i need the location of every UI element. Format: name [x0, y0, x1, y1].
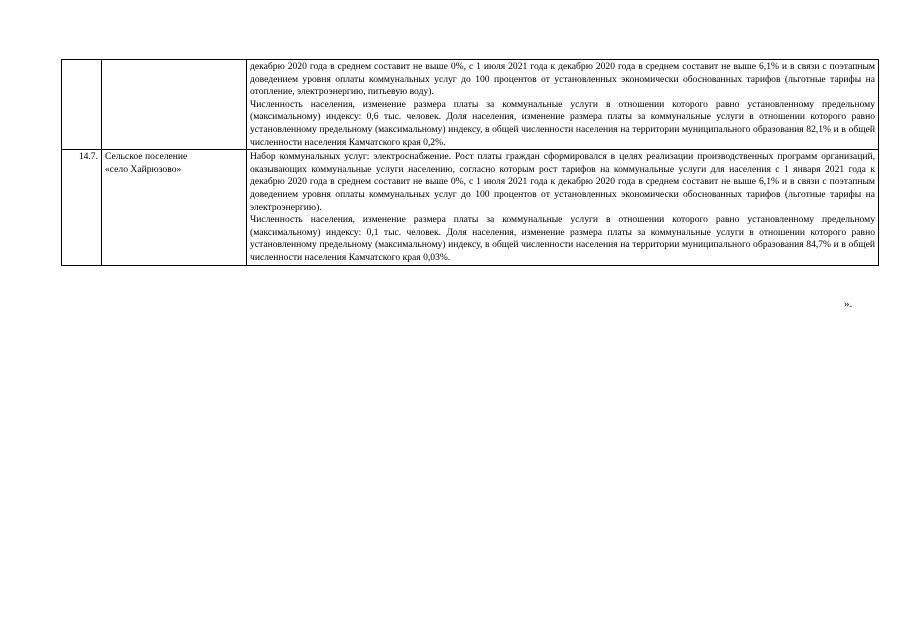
- municipality-name: [102, 60, 247, 150]
- description-paragraph: Набор коммунальных услуг: электроснабжение. Рост платы граждан сформировался в целях реализации производственных программ организаций, оказывающих коммунальные услуги населению, согласно которым рост тарифов на коммунальные услуги для населения с 1 января 2021 года к декабрю 2020 года в среднем составит не выше 0%, с 1 июля 2021 года к декабрю 2020 года в среднем составит не выше 6,1% и в связи с поэтапным доведением уровня оплаты коммунальных услуг до 100 процентов от установленных экономически обоснованных тарифов (льготные тарифы на электроэнергию).: [250, 151, 875, 213]
- municipality-name-line: «село Хайрюзово»: [105, 163, 182, 175]
- municipality-name-line: Сельское поселение: [105, 151, 188, 163]
- tariff-table: [61, 59, 879, 266]
- row-description: [247, 60, 879, 150]
- table-row: [62, 60, 879, 150]
- municipality-name: [102, 150, 247, 265]
- table-row: [62, 150, 879, 265]
- description-paragraph: Численность населения, изменение размера платы за коммунальные услуги в отношении которого равно установленному предельному (максимальному) индексу: 0,6 тыс. человек. Доля населения, изменение размера платы за коммунальные услуги в отношении которого равно установленному предельному (максимальному) индексу, в общей численности населения на территории муниципального образования 82,1% и в общей численности населения Камчатского края 0,2%.: [250, 98, 875, 148]
- row-description: [247, 150, 879, 265]
- description-paragraph: декабрю 2020 года в среднем составит не выше 0%, с 1 июля 2021 года к декабрю 2020 года в среднем составит не выше 6,1% и в связи с поэтапным доведением уровня оплаты коммунальных услуг до 100 процентов от установленных экономически обоснованных тарифов (льготные тарифы на отопление, электроэнергию, питьевую воду).: [250, 61, 875, 98]
- closing-quote-mark: ».: [844, 298, 853, 310]
- row-number: 14.7.: [62, 150, 102, 265]
- row-number: [62, 60, 102, 150]
- description-paragraph: Численность населения, изменение размера платы за коммунальные услуги в отношении которого равно установленному предельному (максимальному) индексу: 0,1 тыс. человек. Доля населения, изменение размера платы за коммунальные услуги в отношении которого равно установленному предельному (максимальному) индексу, в общей численности населения на территории муниципального образования 84,7% и в общей численности населения Камчатского края 0,03%.: [250, 214, 875, 263]
